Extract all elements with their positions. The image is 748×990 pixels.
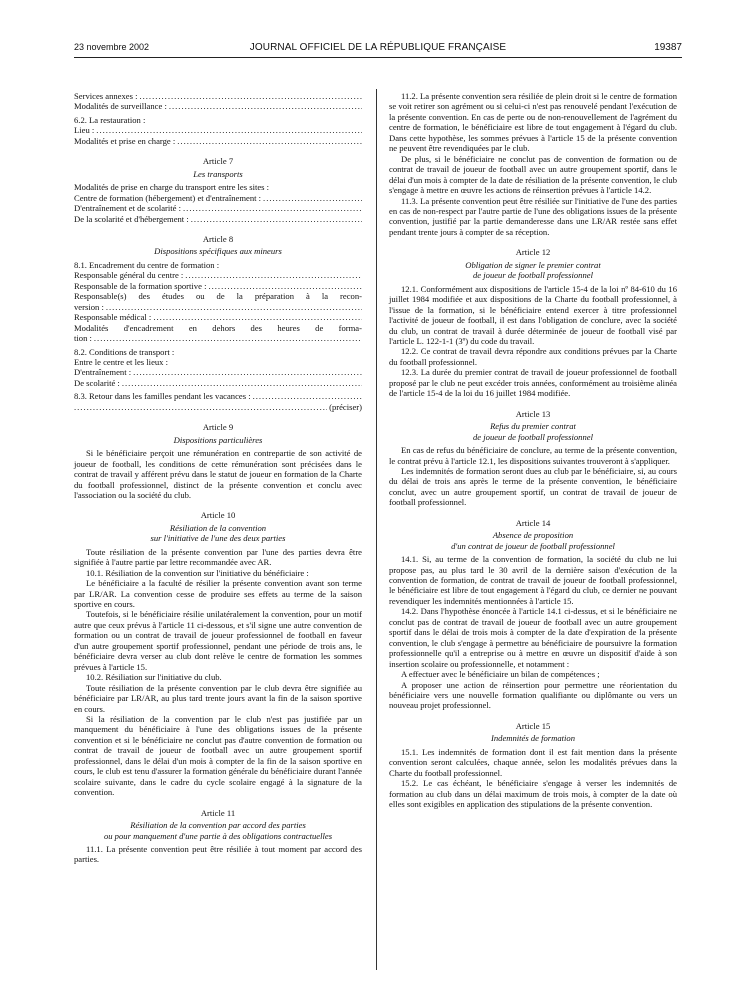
form-field: Modalités de surveillance : .....	[74, 101, 362, 111]
article-heading: Article 12	[515, 247, 551, 258]
paragraph: 11.3. La présente convention peut être résiliée sur l'initiative de l'une des parties en cas de non-respect par l'autre partie de l'une des obligations issues de la présente convention, justifié par la partie demanderesse dans une LR/AR restée sans effet pendant trente jours à compter de sa réception.	[389, 195, 677, 237]
form-field: Responsable médical : .....	[74, 312, 362, 322]
article-title: Résiliation de la convention par accord des parties	[130, 820, 306, 831]
paragraph: Modalités de prise en charge du transport entre les sites :	[74, 182, 270, 193]
form-field: Responsable général du centre : .....	[74, 270, 362, 280]
article-title: Indemnités de formation	[490, 733, 576, 744]
article-heading: Article 8	[202, 233, 234, 244]
article-heading: Article 7	[202, 156, 234, 167]
article-title: Absence de proposition	[492, 530, 574, 541]
form-field: D'entraînement et de scolarité : .....	[74, 203, 362, 213]
paragraph: Toutefois, si le bénéficiaire résilie unilatéralement la convention, pour un motif autre que ceux prévus à l'article 11 ci-dessous, et s'il signe une autre convention de formation ou un contrat de travail de joueur professionnel de football en faveur d'un autre groupement sportif professionnel, pendant une période de trois ans, le bénéficiaire devra verser au club dont relève le centre de formation les sommes prévues à l'article 15.	[74, 609, 362, 672]
article-heading: Article 9	[202, 422, 234, 433]
column-divider	[376, 89, 377, 970]
section-title: 8.1. Encadrement du centre de formation :	[74, 259, 220, 270]
section-title: 6.2. La restauration :	[74, 114, 146, 125]
header-rule	[74, 57, 682, 58]
article-heading: Article 10	[200, 510, 236, 521]
form-field: Responsable de la formation sportive : .....	[74, 281, 362, 291]
paragraph: 15.1. Les indemnités de formation dont il est fait mention dans la présente convention seront calculées, chaque année, selon les modalités prévues dans la Charte du football professionnel.	[389, 746, 677, 778]
paragraph: En cas de refus du bénéficiaire de conclure, au terme de la présente convention, le contrat prévu à l'article 12.1, les dispositions suivantes trouveront à s'appliquer.	[389, 445, 677, 466]
article-title: Dispositions spécifiques aux mineurs	[154, 246, 282, 257]
form-field: Services annexes : .....	[74, 91, 362, 101]
paragraph: Toute résiliation de la présente convention par l'une des parties devra être signifiée à l'autre partie par lettre recommandée avec AR.	[74, 546, 362, 568]
form-field: tion : .....	[74, 333, 362, 343]
form-field: Lieu : .....	[74, 125, 362, 135]
paragraph: 12.3. La durée du premier contrat de travail de joueur professionnel de football proposé par le club ne peut excéder trois années, conformément au troisième alinéa de l'article 15-4 de la loi du 16 juillet 1984 modifiée.	[389, 367, 677, 399]
paragraph: Responsable(s) des études ou de la préparation à la recon-	[74, 291, 362, 302]
form-field: version : .....	[74, 302, 362, 312]
article-subtitle: sur l'initiative de l'une des deux parties	[150, 533, 286, 544]
paragraph: 15.2. Le cas échéant, le bénéficiaire s'engage à verser les indemnités de formation au club dans un délai maximum de trois mois, à compter de la date où elles sont exigibles en application des stipulations de la présente convention.	[389, 778, 677, 810]
paragraph: Si la résiliation de la convention par le club n'est pas justifiée par un manquement du bénéficiaire à l'une des obligations issues de la présente convention et si le bénéficiaire ne conclut pas d'autre convention de formation ou contrat de travail de joueur de football avec un autre groupement sportif professionnel, dans le délai d'un mois à compter de la fin de la saison sportive en cours, le club est tenu d'assurer la formation générale du bénéficiaire durant l'année scolaire suivante, dans le cadre du cycle scolaire engagé à la signature de la convention.	[74, 714, 362, 798]
form-field: ..... (préciser)	[74, 402, 362, 412]
form-field: De scolarité : .....	[74, 378, 362, 388]
page-number: 19387	[654, 42, 682, 53]
article-title: Les transports	[193, 168, 243, 179]
article-subtitle: de joueur de football professionnel	[473, 270, 593, 281]
right-column	[389, 91, 677, 810]
paragraph: Entre le centre et les lieux :	[74, 356, 169, 367]
section-title: 8.2. Conditions de transport :	[74, 346, 175, 357]
article-heading: Article 13	[515, 408, 551, 419]
paragraph: Les indemnités de formation seront dues au club par le bénéficiaire, si, au cours du délai de trois ans après le terme de la présente convention, le bénéficiaire conclut, avec un autre groupement sportif, un contrat de travail de joueur de football professionnel.	[389, 465, 677, 508]
paragraph: Toute résiliation de la présente convention par le club devra être signifiée au bénéficiaire par LR/AR, au plus tard trente jours avant la fin de la saison sportive en cours.	[74, 682, 362, 714]
form-field: Centre de formation (hébergement) et d'entraînement : .....	[74, 193, 362, 203]
form-field: Modalités et prise en charge : .....	[74, 136, 362, 146]
article-heading: Article 15	[515, 720, 551, 731]
article-title: Dispositions particulières	[173, 434, 263, 445]
paragraph: 14.1. Si, au terme de la convention de formation, la société du club ne lui propose pas, au plus tard le 30 avril de la dernière saison d'exécution de la convention de formation, de contrat de travail de joueur de football professionnel, le bénéficiaire est libre de tout engagement à l'égard du club, ce dernier ne pouvant revendiquer les indemnités mentionnées à l'article 15.	[389, 554, 677, 606]
form-field: De la scolarité et d'hébergement : .....	[74, 214, 362, 224]
running-header	[74, 42, 682, 56]
article-subtitle: ou pour manquement d'une partie à des obligations contractuelles	[103, 830, 333, 841]
paragraph: A effectuer avec le bénéficiaire un bilan de compétences ;	[401, 669, 600, 680]
form-field: 8.3. Retour dans les familles pendant les vacances : .....	[74, 391, 362, 401]
paragraph: 10.2. Résiliation sur l'initiative du club.	[86, 672, 222, 683]
paragraph: 10.1. Résiliation de la convention sur l'initiative du bénéficiaire :	[86, 567, 309, 578]
paragraph: Modalités d'encadrement en dehors des heures de forma-	[74, 322, 362, 333]
article-title: Obligation de signer le premier contrat	[465, 259, 601, 270]
article-heading: Article 14	[515, 517, 551, 528]
journal-title: JOURNAL OFFICIEL DE LA RÉPUBLIQUE FRANÇAISE	[249, 42, 507, 53]
article-title: Refus du premier contrat	[490, 421, 576, 432]
article-heading: Article 11	[200, 807, 236, 818]
paragraph: 11.1. La présente convention peut être résiliée à tout moment par accord des parties.	[74, 844, 362, 865]
paragraph: 12.2. Ce contrat de travail devra répondre aux conditions prévues par la Charte du football professionnel.	[389, 346, 677, 367]
paragraph: 12.1. Conformément aux dispositions de l'article 15-4 de la loi nº 84-610 du 16 juillet 1984 modifiée et aux dispositions de la Charte du football professionnel, à l'issue de la formation, si le bénéficiaire entend exercer à titre professionnel l'activité de joueur de football, il est dans l'obligation de conclure, avec la société du club, un contrat de travail à durée déterminée de joueur de football visé par l'article L. 122-1-1 (3º) du code du travail.	[389, 283, 677, 346]
paragraph: 14.2. Dans l'hypothèse énoncée à l'article 14.1 ci-dessus, et si le bénéficiaire ne conclut pas de contrat de travail de joueur de football avec un autre groupement sportif dans le délai de trois mois à compter de la date d'expiration de la présente convention, le club s'engage à permettre au bénéficiaire de poursuivre la formation professionnelle qu'il a entreprise ou à mettre en œuvre un dispositif d'aide à son insertion scolaire ou professionnelle, et notamment :	[389, 606, 677, 669]
paragraph: De plus, si le bénéficiaire ne conclut pas de convention de formation ou de contrat de travail de joueur de football avec un autre groupement sportif, dans le délai d'un mois à compter de la date de résiliation de la présente convention, le club s'engage à mettre en œuvre les actions de réinsertion prévues à l'article 14.2.	[389, 153, 677, 196]
article-title: Résiliation de la convention	[169, 522, 267, 533]
paragraph: 11.2. La présente convention sera résiliée de plein droit si le centre de formation se voit retirer son agrément ou si celui-ci n'est pas renouvelé pendant l'exécution de la présente convention. En cas de perte ou de non-renouvellement de l'agrément du centre de formation, le bénéficiaire est libre de tout engagement à l'égard du club. Dans cette hypothèse, les sommes prévues à l'article 15 de la présente convention ne peuvent être revendiquées par le club.	[389, 91, 677, 154]
left-column	[74, 91, 362, 865]
article-subtitle: de joueur de football professionnel	[473, 431, 593, 442]
article-subtitle: d'un contrat de joueur de football professionnel	[451, 540, 615, 551]
form-field: D'entraînement : .....	[74, 367, 362, 377]
paragraph: Le bénéficiaire a la faculté de résilier la présente convention avant son terme par LR/AR. La convention cesse de produire ses effets au terme de la saison sportive en cours.	[74, 578, 362, 610]
paragraph: A proposer une action de réinsertion pour permettre une réorientation du bénéficiaire vers une nouvelle formation qualifiante ou diplômante ou vers un nouveau projet professionnel.	[389, 679, 677, 711]
paragraph: Si le bénéficiaire perçoit une rémunération en contrepartie de son activité de joueur de football, les conditions de cette rémunération sont précisées dans le contrat de travail y afférent prévu dans le statut de joueur en formation de la Charte du football professionnel, distinct de la présente convention et conclu avec l'association ou la société du club.	[74, 448, 362, 500]
header-date: 23 novembre 2002	[74, 42, 150, 52]
